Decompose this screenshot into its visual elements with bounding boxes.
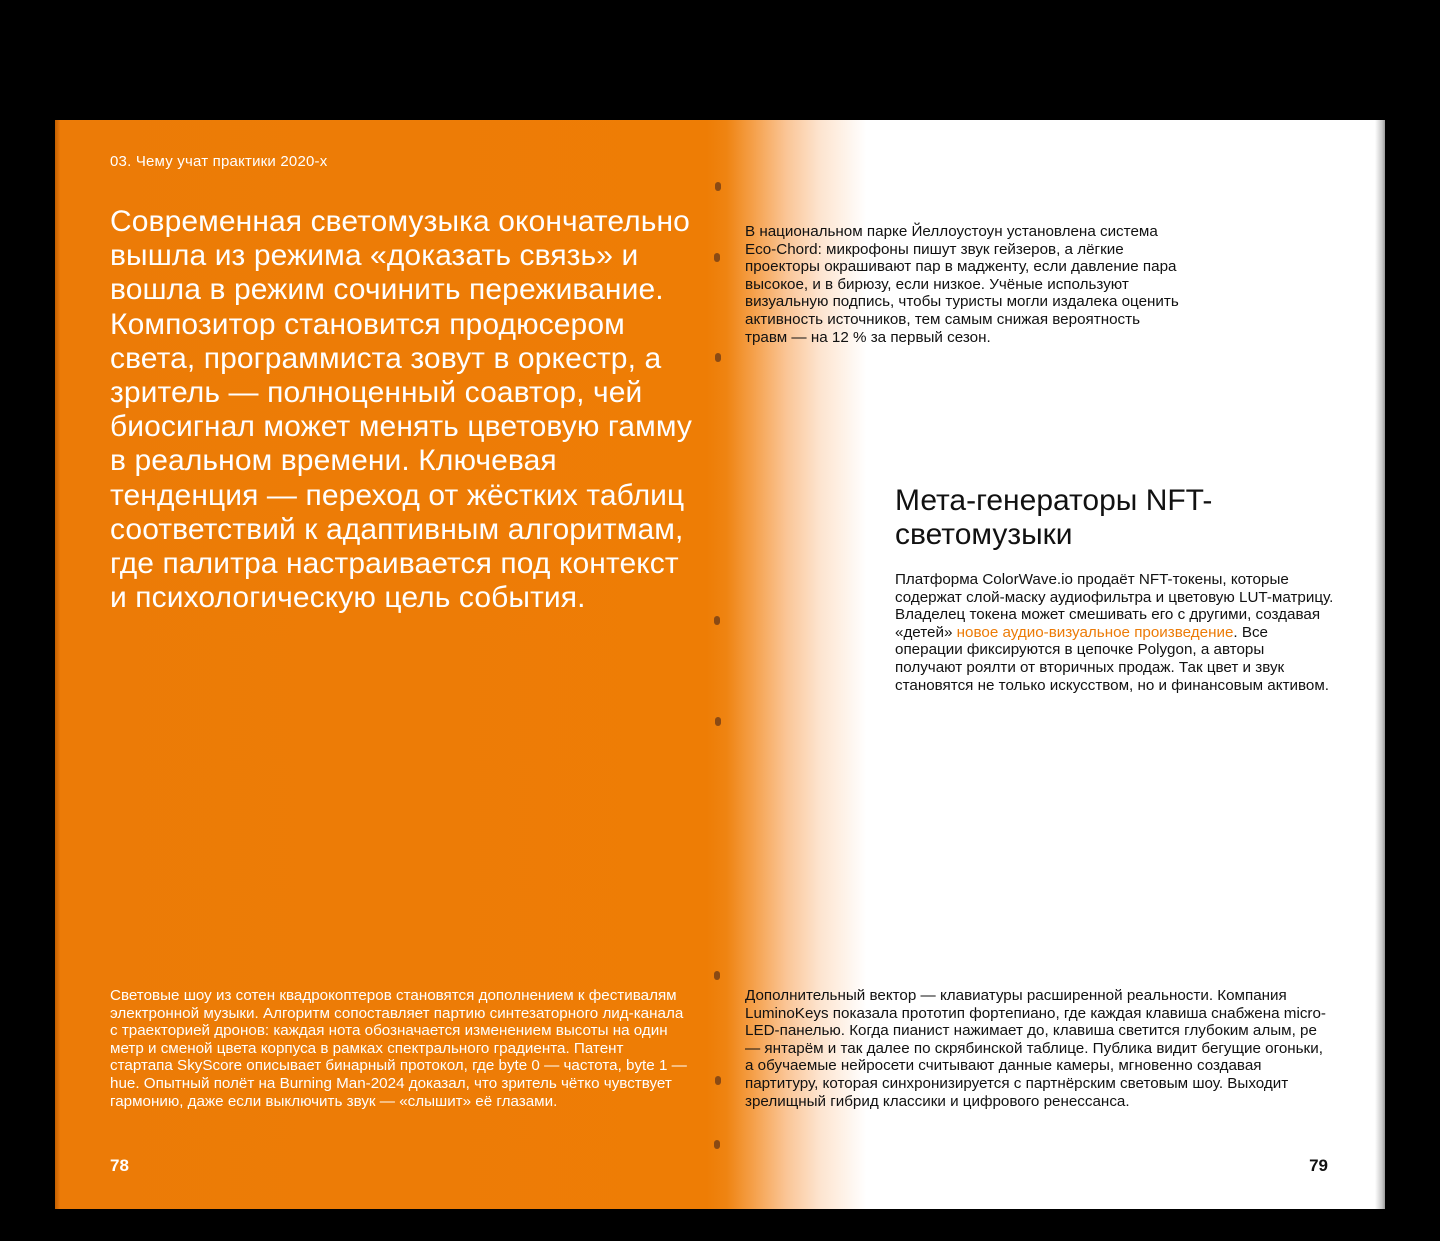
- body-paragraph-right-top: В национальном парке Йеллоустоун установлена система Eco-Chord: микрофоны пишут звук гейзеров, а лёгкие проекторы окрашивают пар в мадженту, если давление пара высокое, и в бирюзу, если низкое. Учёные используют визуальную подпись, чтобы туристы могли издалека оценить активность источников, тем самым снижая вероятность травм — на 12 % за первый сезон.: [745, 223, 1179, 346]
- body-paragraph-right-bottom: Дополнительный вектор — клавиатуры расширенной реальности. Компания LuminoKeys показала прототип фортепиано, где каждая клавиша снабжена micro-LED-панелью. Когда пианист нажимает до, клавиша светится глубоким алым, ре — янтарём и так далее по скрябинской таблице. Публика видит бегущие огоньки, а обучаемые нейросети считывают данные камеры, мгновенно создавая партитуру, которая синхронизируется с партнёрским световым шоу. Выходит зрелищный гибрид классики и цифрового ренессанса.: [745, 987, 1326, 1110]
- body-paragraph-right-mid: [895, 571, 1335, 694]
- binding-stitch: [715, 182, 721, 191]
- book-spread: [55, 120, 1385, 1209]
- page-number-right: 79: [1309, 1156, 1328, 1175]
- lead-paragraph: Современная светомузыка окончательно вышла из режима «доказать связь» и вошла в режим сочинить переживание. Композитор становится продюсером света, программиста зовут в оркестр, а зритель — полноценный соавтор, чей биосигнал может менять цветовую гамму в реальном времени. Ключевая тенденция — переход от жёстких таблиц соответствий к адаптивным алгоритмам, где палитра настраивается под контекст и психологическую цель события.: [110, 205, 692, 615]
- binding-stitch: [715, 1076, 721, 1085]
- binding-stitch: [715, 353, 721, 362]
- binding-stitch: [714, 616, 720, 625]
- highlighted-phrase: новое аудио-визуальное произведение: [956, 623, 1234, 641]
- page-number-left: 78: [110, 1156, 129, 1175]
- body-paragraph-left: Световые шоу из сотен квадрокоптеров становятся дополнением к фестивалям электронной музыки. Алгоритм сопоставляет партию синтезаторного лид-канала с траекторией дронов: каждая нота обозначается изменением высоты на один метр и сменой цвета корпуса в рамках спектрального градиента. Патент стартапа SkyScore описывает бинарный протокол, где byte 0 — частота, byte 1 — hue. Опытный полёт на Burning Man-2024 доказал, что зритель чётко чувствует гармонию, даже если выключить звук — «слышит» её глазами.: [110, 987, 687, 1110]
- binding-stitch: [714, 971, 720, 980]
- binding-stitch: [714, 253, 720, 262]
- body-text: . Все операции фиксируются в цепочке Polygon, а авторы получают роялти от вторичных продаж. Так цвет и звук становятся не только искусством, но и финансовым активом.: [895, 623, 1330, 694]
- binding-stitch: [715, 717, 721, 726]
- running-head: 03. Чему учат практики 2020-х: [110, 153, 328, 170]
- body-text: Платформа ColorWave.io продаёт NFT-токены, которые содержат слой-маску аудиофильтра и цветовую LUT-матрицу. Владелец токена может смешивать его с другими, создавая «детей»: [895, 571, 1334, 641]
- right-page-edge: [1375, 120, 1385, 1209]
- binding-stitch: [714, 1140, 720, 1149]
- left-page-edge: [55, 120, 60, 1209]
- section-title: Мета-генераторы NFT-светомузыки: [895, 484, 1213, 551]
